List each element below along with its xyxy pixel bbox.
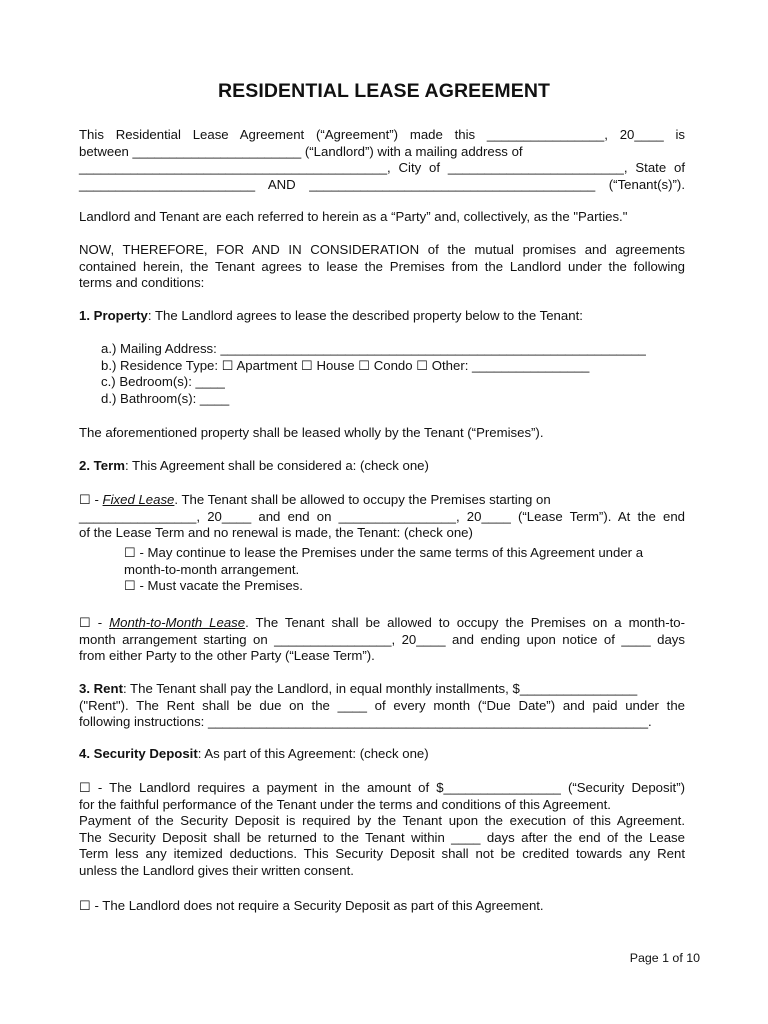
property-item-bedrooms: c.) Bedroom(s): ____	[101, 374, 225, 389]
fixed-option-vacate: ☐ - Must vacate the Premises.	[124, 578, 303, 593]
property-list	[101, 341, 707, 407]
fixed-lease-label: Fixed Lease	[102, 492, 175, 507]
monthly-line: month arrangement starting on ________________, 20____ and ending upon notice of ____ days	[79, 631, 685, 647]
fixed-lease-text: . The Tenant shall be allowed to occupy the Premises starting on	[174, 492, 551, 507]
property-heading-line	[79, 308, 685, 325]
property-item-mailing-address: a.) Mailing Address: __________________________________________________________	[101, 341, 646, 356]
rent-line: ("Rent"). The Rent shall be due on the ____ of every month (“Due Date”) and paid under the	[79, 697, 685, 713]
deposit-line: The Security Deposit shall be returned to the Tenant within ____ days after the end of the Lease	[79, 829, 685, 845]
deposit-section	[79, 746, 685, 763]
fixed-lease-checkbox: ☐ -	[79, 492, 103, 507]
fixed-lease-line	[79, 492, 685, 509]
term-heading-line	[79, 458, 685, 475]
rent-line: following instructions: ____________________________________________________________.	[79, 714, 652, 729]
deposit-line: Term less any itemized deductions. This Security Deposit shall not be credited towards any Rent	[79, 846, 685, 861]
premises-line: The aforementioned property shall be leased wholly by the Tenant (“Premises”).	[79, 425, 544, 440]
intro-paragraph	[79, 127, 685, 193]
fixed-option-continue-cont: month-to-month arrangement.	[124, 561, 300, 577]
term-heading: 2. Term	[79, 458, 125, 473]
consideration-line: contained herein, the Tenant agrees to lease the Premises from the Landlord under the following	[79, 258, 685, 274]
rent-text: : The Tenant shall pay the Landlord, in equal monthly installments, $________________	[122, 681, 638, 696]
rent-line	[79, 681, 685, 698]
page-number: Page 1 of 10	[629, 951, 700, 965]
deposit-option-none	[79, 898, 685, 915]
property-section	[79, 308, 685, 325]
deposit-text: : As part of this Agreement: (check one)	[197, 746, 429, 761]
monthly-line	[79, 615, 685, 632]
deposit-option-required	[79, 780, 685, 879]
consideration-line: NOW, THEREFORE, FOR AND IN CONSIDERATION of the mutual promises and agreements	[79, 242, 685, 257]
rent-section	[79, 681, 685, 731]
term-section	[79, 458, 685, 475]
fixed-lease-options	[124, 545, 684, 595]
fixed-lease-line: ________________, 20____ and end on ________________, 20____ (“Lease Term”). At the end	[79, 508, 685, 524]
deposit-line: unless the Landlord gives their written consent.	[79, 862, 354, 878]
fixed-lease-paragraph	[79, 492, 685, 542]
monthly-checkbox: ☐ -	[79, 615, 110, 630]
rent-heading: 3. Rent	[79, 681, 123, 696]
intro-line: This Residential Lease Agreement (“Agreement”) made this ________________, 20____ is	[79, 127, 685, 142]
fixed-lease-line: of the Lease Term and no renewal is made, the Tenant: (check one)	[79, 525, 473, 540]
deposit-none-line: ☐ - The Landlord does not require a Security Deposit as part of this Agreement.	[79, 898, 544, 913]
deposit-heading-line	[79, 746, 685, 763]
deposit-heading: 4. Security Deposit	[79, 746, 198, 761]
document-title: RESIDENTIAL LEASE AGREEMENT	[217, 80, 551, 102]
property-heading: 1. Property	[79, 308, 148, 323]
property-item-bathrooms: d.) Bathroom(s): ____	[101, 390, 230, 406]
consideration-paragraph	[79, 242, 685, 292]
consideration-line: terms and conditions:	[79, 275, 205, 290]
monthly-label: Month-to-Month Lease	[109, 615, 246, 630]
parties-paragraph	[79, 209, 685, 226]
term-text: : This Agreement shall be considered a: (check one)	[124, 458, 429, 473]
property-text: : The Landlord agrees to lease the described property below to the Tenant:	[147, 308, 583, 323]
intro-line: ________________________ AND _______________________________________ (“Tenant(s)”).	[79, 176, 685, 192]
deposit-line: for the faithful performance of the Tenant under the terms and conditions of this Agreement.	[79, 796, 611, 812]
monthly-line: from either Party to the other Party (“Lease Term”).	[79, 648, 375, 663]
intro-line: between _______________________ (“Landlord”) with a mailing address of	[79, 143, 523, 159]
month-to-month-paragraph	[79, 615, 685, 665]
intro-line: __________________________________________, City of ________________________, State of	[79, 160, 685, 175]
fixed-option-continue: ☐ - May continue to lease the Premises under the same terms of this Agreement under a	[124, 545, 644, 560]
premises-paragraph	[79, 425, 685, 442]
monthly-text: . The Tenant shall be allowed to occupy the Premises on a month-to-	[245, 615, 685, 630]
parties-line: Landlord and Tenant are each referred to herein as a “Party” and, collectively, as the "Parties."	[79, 209, 628, 224]
deposit-line: Payment of the Security Deposit is required by the Tenant upon the execution of this Agreement.	[79, 813, 685, 828]
property-item-residence-type: b.) Residence Type: ☐ Apartment ☐ House ☐ Condo ☐ Other: ________________	[101, 357, 590, 373]
deposit-line: ☐ - The Landlord requires a payment in the amount of $________________ (“Security Deposit”)	[79, 780, 685, 795]
